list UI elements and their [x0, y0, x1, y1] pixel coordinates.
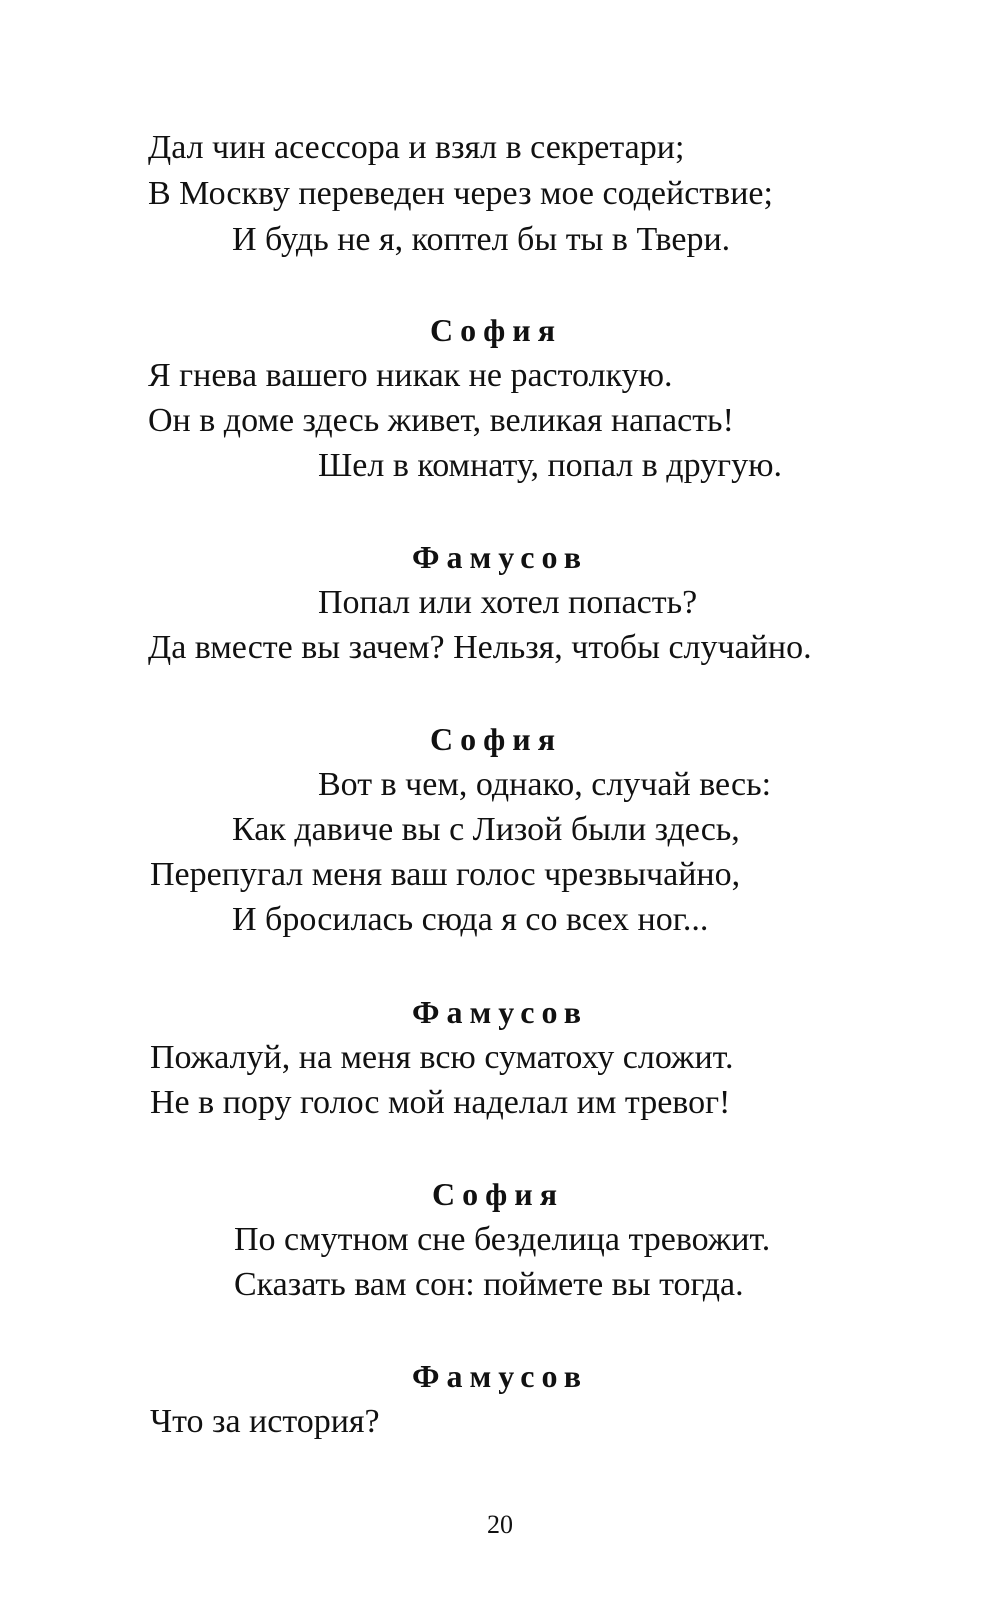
verse-line: Пожалуй, на меня всю суматоху сложит.: [150, 1039, 734, 1076]
verse-line: Сказать вам сон: поймете вы тогда.: [234, 1266, 744, 1303]
verse-line: И бросилась сюда я со всех ног...: [232, 901, 709, 938]
verse-line: В Москву переведен через мое содействие;: [148, 175, 773, 212]
verse-line: Я гнева вашего никак не растолкую.: [148, 357, 673, 394]
speaker-name: София: [430, 312, 562, 348]
verse-line: Как давиче вы с Лизой были здесь,: [232, 811, 740, 848]
page-number: 20: [487, 1510, 513, 1539]
verse-line: Он в доме здесь живет, великая напасть!: [148, 402, 734, 439]
speaker-name: София: [432, 1176, 564, 1212]
verse-line: И будь не я, коптел бы ты в Твери.: [232, 221, 731, 258]
speaker-name: Фамусов: [412, 994, 588, 1030]
speaker-name: Фамусов: [412, 539, 588, 575]
verse-line: Не в пору голос мой наделал им тревог!: [150, 1084, 731, 1121]
speaker-name: София: [430, 721, 562, 757]
verse-line: Вот в чем, однако, случай весь:: [318, 766, 772, 803]
verse-line: По смутном сне безделица тревожит.: [234, 1221, 771, 1258]
verse-line: Что за история?: [150, 1403, 380, 1440]
verse-line: Дал чин асессора и взял в секретари;: [148, 129, 685, 166]
speaker-name: Фамусов: [412, 1358, 588, 1394]
verse-line: Перепугал меня ваш голос чрезвычайно,: [150, 856, 741, 893]
verse-line: Шел в комнату, попал в другую.: [318, 447, 782, 484]
verse-line: Попал или хотел попасть?: [318, 584, 698, 621]
verse-line: Да вместе вы зачем? Нельзя, чтобы случайно.: [148, 629, 812, 666]
